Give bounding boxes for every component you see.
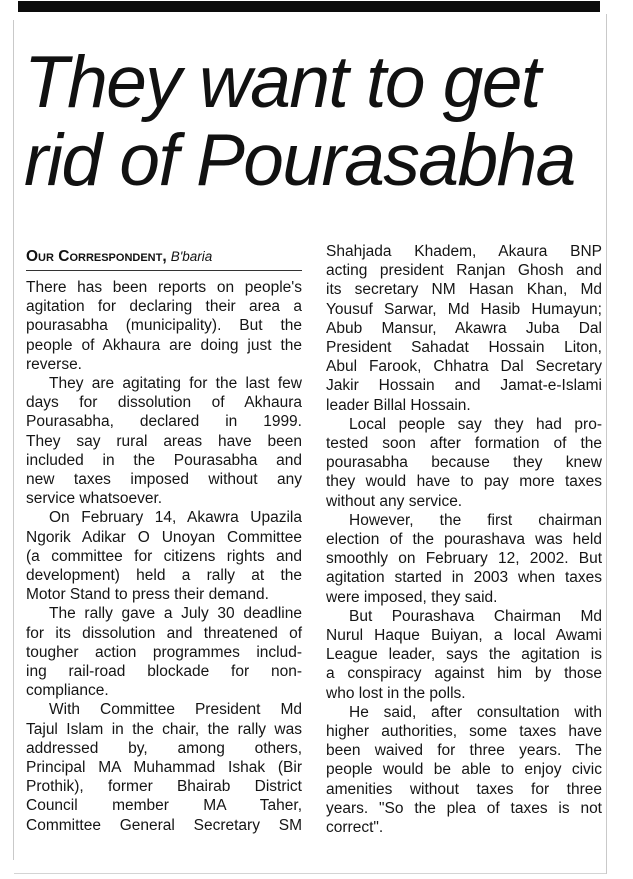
text-line: correct". [326, 819, 384, 837]
text-line: pourasabha because they knew [326, 454, 602, 472]
text-line: There has been reports on people's [26, 279, 302, 296]
text-line: Abub Mansur, Akawra Juba Dal [326, 319, 602, 337]
text-line: Motor Stand to press their demand. [26, 586, 269, 604]
headline-line-1: They want to get [24, 42, 540, 123]
article-column-2 [326, 242, 602, 837]
text-line: for its dissolution and threatened of [26, 624, 302, 642]
text-line: tested soon after formation of the [326, 435, 602, 453]
text-line: Local people say they had pro- [349, 415, 602, 433]
text-line: But Pourashava Chairman Md [349, 607, 602, 625]
text-line: Pourasabha, declared in 1999. [26, 413, 302, 431]
text-line: higher authorities, some taxes have [326, 723, 602, 741]
text-line: They say rural areas have been [26, 432, 302, 450]
text-line: its secretary NM Hasan Khan, Md [326, 281, 602, 299]
text-line: Jakir Hossain and Jamat-e-Islami [326, 377, 602, 395]
text-line: people would be able to enjoy civic [326, 761, 602, 779]
text-line: They are agitating for the last few [49, 375, 302, 393]
text-line: compliance. [26, 682, 109, 700]
byline-rule [26, 270, 302, 271]
text-line: Committee General Secretary SM [26, 816, 302, 834]
text-line: ing rail-road blockade for non- [26, 663, 302, 681]
text-line: addressed by, among others, [26, 739, 302, 757]
article-column-1 [26, 278, 302, 835]
byline-place: B'baria [170, 249, 213, 264]
text-line: (a committee for citizens rights and [26, 547, 302, 565]
text-line: a conspiracy against him by those [326, 665, 602, 683]
text-line: Prothik), former Bhairab District [26, 778, 302, 796]
text-line: Ngorik Adikar O Unoyan Committee [26, 528, 302, 546]
text-line: However, the first chairman [349, 511, 602, 529]
text-line: leader Billal Hossain. [326, 396, 471, 414]
text-line: agitation for declaring their area a [26, 298, 302, 316]
top-rule [18, 1, 600, 12]
left-border [13, 20, 14, 860]
headline-line-2: rid of Pourasabha [24, 120, 575, 201]
text-line: Yousuf Sarwar, Md Hasib Humayun; [326, 300, 602, 318]
text-line: years. "So the plea of taxes is not [326, 799, 602, 817]
text-line: development) held a rally at the [26, 567, 302, 585]
text-line: election of the pourashava was held [326, 531, 602, 549]
text-line: With Committee President Md [49, 701, 302, 719]
text-line: reverse. [26, 355, 82, 373]
byline-correspondent: Our Correspondent, [26, 248, 167, 265]
text-line: service whatsoever. [26, 490, 163, 508]
bottom-border [14, 873, 606, 874]
text-line: Council member MA Taher, [26, 797, 302, 815]
text-line: people of Akhaura are doing just the [26, 336, 302, 354]
text-line: amenities without taxes for three [326, 780, 602, 798]
text-line: Shahjada Khadem, Akaura BNP [326, 243, 602, 260]
text-line: League leader, says the agitation is [326, 646, 602, 664]
text-line: were imposed, they said. [326, 588, 498, 606]
text-line: who lost in the polls. [326, 684, 466, 702]
text-line: pourasabha (municipality). But the [26, 317, 302, 335]
text-line: included in the Pourasabha and [26, 451, 302, 469]
text-line: acting president Ranjan Ghosh and [326, 262, 602, 280]
text-line: they would have to pay more taxes [326, 473, 602, 491]
text-line: without any service. [326, 492, 463, 510]
text-line: Nurul Haque Buiyan, a local Awami [326, 627, 602, 645]
text-line: tougher action programmes includ- [26, 643, 302, 661]
text-line: new taxes imposed without any [26, 471, 302, 489]
text-line: On February 14, Akawra Upazila [49, 509, 302, 527]
text-line: President Sahadat Hossain Liton, [326, 339, 602, 357]
text-line: He said, after consultation with [349, 703, 602, 721]
text-line: smoothly on February 12, 2002. But [326, 550, 602, 568]
text-line: days for dissolution of Akhaura [26, 394, 302, 412]
text-line: Principal MA Muhammad Ishak (Bir [26, 759, 302, 777]
right-border [606, 14, 607, 874]
text-line: The rally gave a July 30 deadline [49, 605, 302, 623]
text-line: been waived for three years. The [326, 742, 602, 760]
byline [26, 248, 302, 266]
text-line: agitation started in 2003 when taxes [326, 569, 602, 587]
headline [24, 44, 604, 200]
text-line: Tajul Islam in the chair, the rally was [26, 720, 302, 738]
text-line: Abul Farook, Chhatra Dal Secretary [326, 358, 602, 376]
